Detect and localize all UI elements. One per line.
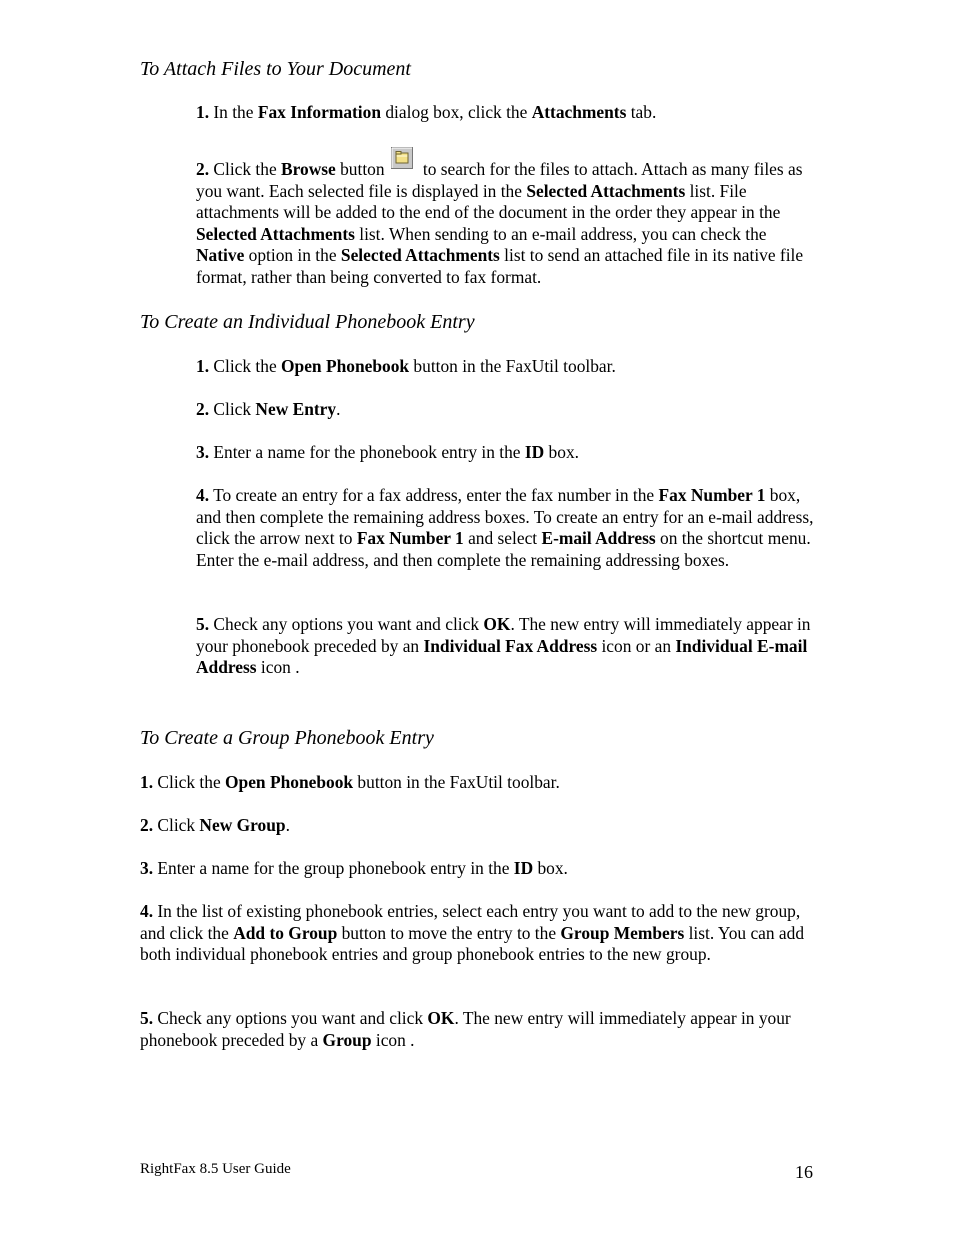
section-title-group-entry: To Create a Group Phonebook Entry <box>140 727 434 749</box>
footer-guide-title: RightFax 8.5 User Guide <box>140 1161 291 1177</box>
group-step-2: 2. Click New Group. <box>140 815 290 835</box>
group-step-5: 5. Check any options you want and click OK. The new entry will immediately appear in your phonebook preceded by a Group icon . <box>140 1008 791 1050</box>
section-title-individual-entry: To Create an Individual Phonebook Entry <box>140 311 475 333</box>
individual-step-4: 4. To create an entry for a fax address, enter the fax number in the Fax Number 1 box, and then complete the remaining address boxes. To create an entry for an e-mail address, click the arrow next to Fax Number 1 and select E-mail Address on the shortcut menu. Enter the e-mail address, and then complete the remaining addressing boxes. <box>196 485 814 570</box>
page-number: 16 <box>795 1162 813 1182</box>
folder-browse-icon <box>391 147 413 169</box>
individual-step-5: 5. Check any options you want and click OK. The new entry will immediately appear in your phonebook preceded by an Individual Fax Address icon or an Individual E-mail Address icon . <box>196 614 811 678</box>
individual-step-1: 1. Click the Open Phonebook button in the FaxUtil toolbar. <box>196 356 616 376</box>
section-title-attach-files: To Attach Files to Your Document <box>140 58 411 80</box>
individual-step-2: 2. Click New Entry. <box>196 399 341 419</box>
group-step-3: 3. Enter a name for the group phonebook entry in the ID box. <box>140 858 568 878</box>
group-step-4: 4. In the list of existing phonebook entries, select each entry you want to add to the new group, and click the Add to Group button to move the entry to the Group Members list. You can add both individual phonebook entries and group phonebook entries to the new group. <box>140 901 805 965</box>
individual-step-3: 3. Enter a name for the phonebook entry in the ID box. <box>196 442 579 462</box>
group-step-1: 1. Click the Open Phonebook button in the FaxUtil toolbar. <box>140 772 560 792</box>
attach-step-1: 1. In the Fax Information dialog box, click the Attachments tab. <box>196 102 657 122</box>
attach-step-2: 2. Click the Browse button to search for the files to attach. Attach as many files as you want. Each selected file is displayed in the Selected Attachments list. File attachments will be added to the end of the document in the order they appear in the Selected Attachments list. When sending to an e-mail address, you can check the Native option in the Selected Attachments list to send an attached file in its native file format, rather than being converted to fax format. <box>196 155 818 289</box>
